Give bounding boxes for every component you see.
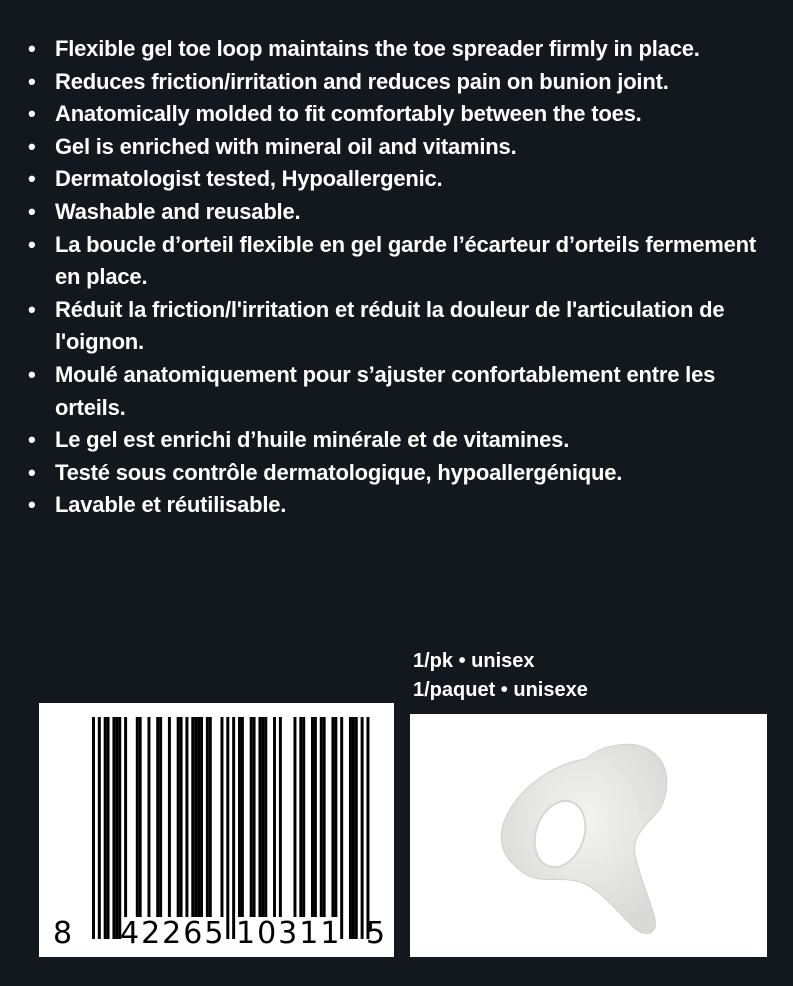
barcode-bar	[232, 717, 235, 939]
barcode-bar	[191, 717, 194, 917]
bullet-icon: •	[28, 198, 36, 224]
barcode-bar	[226, 717, 229, 939]
barcode-bar	[264, 717, 267, 917]
feature-text: Testé sous contrôle dermatologique, hypoallergénique.	[55, 459, 623, 485]
barcode-bar	[168, 717, 171, 917]
barcode-bar	[159, 717, 162, 917]
barcode-bar	[156, 717, 159, 917]
barcode-bar	[139, 717, 142, 917]
barcode-bar	[293, 717, 296, 917]
pack-info	[413, 647, 588, 705]
feature-item	[26, 163, 766, 196]
bullet-icon: •	[28, 361, 36, 387]
barcode-bar	[361, 717, 364, 939]
barcode-bar	[118, 717, 121, 939]
barcode-bar	[314, 717, 317, 917]
barcode-bar	[340, 717, 343, 939]
feature-text: Dermatologist tested, Hypoallergenic.	[55, 166, 443, 192]
barcode-bar	[311, 717, 314, 917]
bullet-icon: •	[28, 459, 36, 485]
bullet-icon: •	[28, 427, 36, 453]
barcode-bar	[107, 717, 110, 939]
barcode-graphic	[39, 703, 394, 957]
barcode-bar	[220, 717, 223, 917]
barcode-bar	[180, 717, 183, 917]
barcode-bar	[185, 717, 188, 917]
barcode-bar	[112, 717, 115, 939]
feature-text: Réduit la friction/l'irritation et réduit la douleur de l'articulation de l'oignon.	[55, 296, 725, 355]
feature-text: Le gel est enrichi d’huile minérale et de vitamines.	[55, 427, 570, 453]
barcode-digits-right: 10311	[236, 916, 342, 951]
barcode-bar	[355, 717, 358, 939]
barcode-bar	[147, 717, 150, 917]
product-photo	[410, 714, 767, 957]
barcode-bar	[366, 717, 369, 939]
toe-spreader-image	[410, 714, 767, 957]
feature-item	[26, 66, 766, 99]
feature-item	[26, 131, 766, 164]
barcode-bar	[136, 717, 139, 917]
barcode-bar	[197, 717, 200, 917]
bullet-icon: •	[28, 68, 36, 94]
feature-item	[26, 294, 766, 359]
barcode-bar	[253, 717, 256, 917]
bullet-icon: •	[28, 296, 36, 322]
feature-text: Reduces friction/irritation and reduces pain on bunion joint.	[55, 68, 669, 94]
feature-text: Washable and reusable.	[55, 198, 301, 224]
barcode-bar	[124, 717, 127, 917]
barcode-bar	[320, 717, 323, 917]
barcode-bar	[352, 717, 355, 939]
barcode-bar	[241, 717, 244, 917]
feature-text: Lavable et réutilisable.	[55, 492, 287, 518]
barcode-digits-left: 42265	[120, 916, 226, 951]
feature-item	[26, 424, 766, 457]
feature-text: Moulé anatomiquement pour s’ajuster confortablement entre les orteils.	[55, 361, 716, 420]
barcode-bar	[279, 717, 282, 917]
pack-info-en: 1/pk • unisex	[413, 650, 535, 672]
barcode-bar	[194, 717, 197, 917]
barcode-bar	[261, 717, 264, 917]
feature-item	[26, 98, 766, 131]
barcode-bar	[206, 717, 209, 917]
feature-text: La boucle d’orteil flexible en gel garde l’écarteur d’orteils fermement en place.	[55, 231, 757, 290]
barcode-bar	[323, 717, 326, 917]
barcode-bar	[92, 717, 95, 939]
feature-text: Flexible gel toe loop maintains the toe spreader firmly in place.	[55, 36, 700, 61]
feature-text: Gel is enriched with mineral oil and vitamins.	[55, 133, 517, 159]
barcode-digit-first: 8	[53, 916, 73, 951]
barcode-bar	[334, 717, 337, 917]
feature-item	[26, 489, 766, 522]
feature-text: Anatomically molded to fit comfortably between the toes.	[55, 101, 642, 127]
barcode-bar	[200, 717, 203, 917]
feature-item	[26, 33, 766, 66]
bullet-icon: •	[28, 231, 36, 257]
bullet-icon: •	[28, 492, 36, 518]
barcode-bar	[98, 717, 101, 939]
bullet-icon: •	[28, 101, 36, 127]
barcode-bar	[104, 717, 107, 939]
barcode-bar	[258, 717, 261, 917]
feature-item	[26, 457, 766, 490]
bullet-icon: •	[28, 166, 36, 192]
feature-item	[26, 229, 766, 294]
upc-barcode	[39, 703, 394, 957]
barcode-digit-check: 5	[366, 916, 386, 951]
bullet-icon: •	[28, 133, 36, 159]
barcode-bar	[177, 717, 180, 917]
barcode-bar	[302, 717, 305, 917]
barcode-bar	[238, 717, 241, 917]
barcode-bar	[115, 717, 118, 939]
feature-item	[26, 359, 766, 424]
feature-item	[26, 196, 766, 229]
barcode-bar	[331, 717, 334, 917]
bullet-icon: •	[28, 36, 36, 61]
barcode-bar	[299, 717, 302, 917]
barcode-bar	[273, 717, 276, 917]
feature-list	[26, 33, 766, 522]
pack-info-fr: 1/paquet • unisexe	[413, 679, 588, 701]
barcode-bar	[349, 717, 352, 939]
barcode-bar	[250, 717, 253, 917]
barcode-bar	[209, 717, 212, 917]
